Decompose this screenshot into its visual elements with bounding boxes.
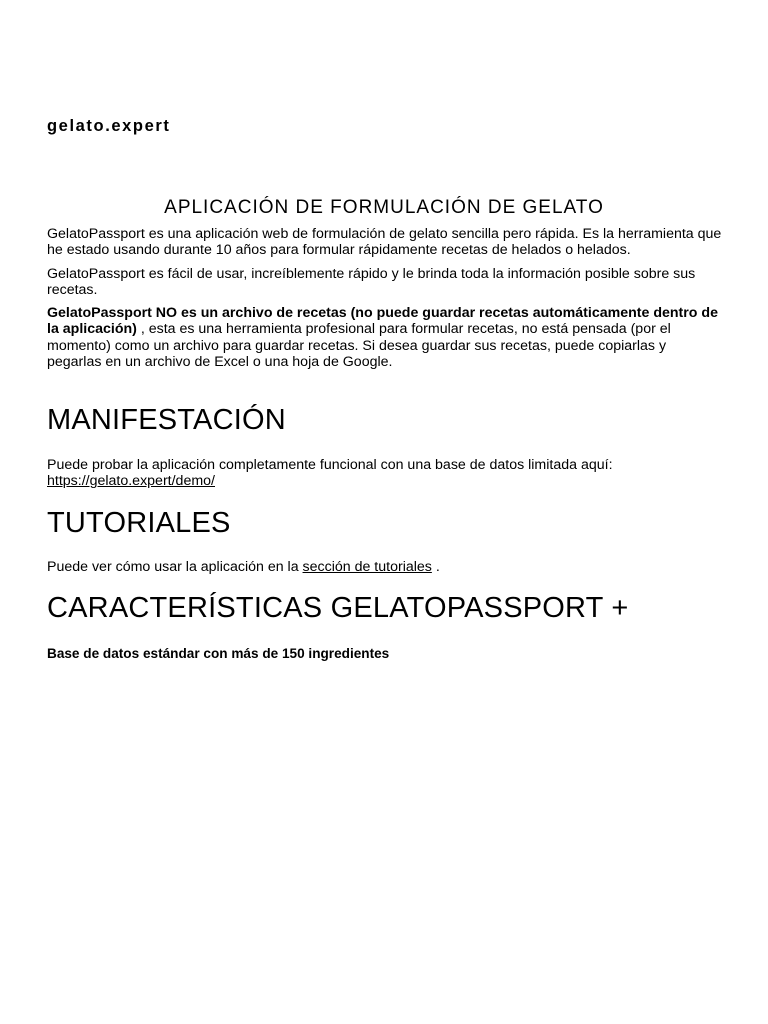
demo-link[interactable]: https://gelato.expert/demo/ [47,473,215,490]
intro-paragraph-3-bold: GelatoPassport NO es un archivo de recetas (no puede guardar recetas automáticamente dentro de la aplicación) [47,305,718,338]
document-title: APLICACIÓN DE FORMULACIÓN DE GELATO [164,197,604,218]
features-heading: CARACTERÍSTICAS GELATOPASSPORT + [47,592,629,624]
intro-section [47,226,723,377]
demo-heading: MANIFESTACIÓN [47,404,286,436]
intro-paragraph-3 [47,305,723,370]
tutorials-text-before: Puede ver cómo usar la aplicación en la [47,559,303,575]
intro-paragraph-1: GelatoPassport es una aplicación web de formulación de gelato sencilla pero rápida. Es la herramienta que he estado usando durante 10 años para formular rápidamente recetas de helados o helados. [47,226,722,259]
brand-name: gelato.expert [47,117,171,135]
demo-text [47,457,617,490]
tutorials-text-after: . [431,559,440,575]
features-item-1: Base de datos estándar con más de 150 ingredientes [47,646,390,661]
demo-text-before: Puede probar la aplicación completamente funcional con una base de datos limitada aquí: [47,457,613,473]
intro-paragraph-3-rest: , esta es una herramienta profesional para formular recetas, no está pensada (por el momento) como un archivo para guardar recetas. Si desea guardar sus recetas, puede copiarlas y pegarlas en un archivo de Excel o una hoja de Google. [47,321,671,371]
tutorials-text [47,559,687,575]
intro-paragraph-2: GelatoPassport es fácil de usar, increíblemente rápido y le brinda toda la información posible sobre sus recetas. [47,265,696,298]
tutorials-link[interactable]: sección de tutoriales [302,559,432,575]
tutorials-heading: TUTORIALES [47,507,231,539]
